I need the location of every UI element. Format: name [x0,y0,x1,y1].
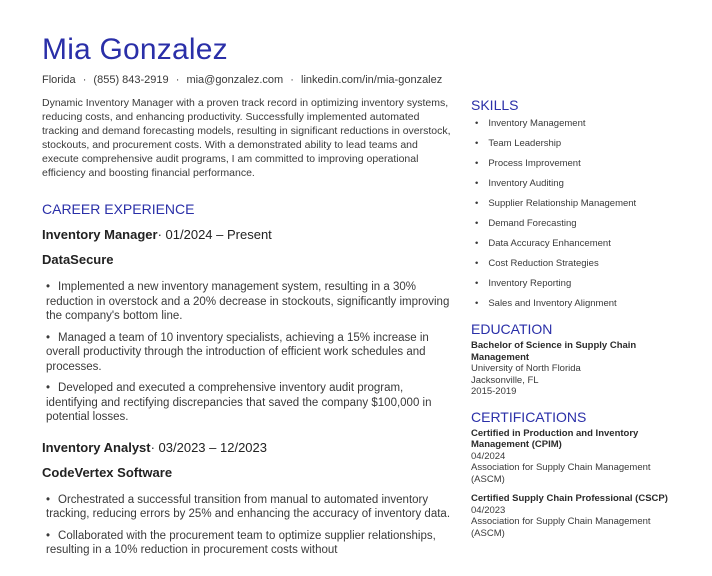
bullet-dot: • [475,138,479,149]
certification-name: Certified Supply Chain Professional (CSCP) [471,493,668,504]
candidate-name: Mia Gonzalez [42,33,228,66]
job-title-line [42,439,454,456]
contact-linkedin: linkedin.com/in/mia-gonzalez [301,74,443,86]
skills-list [471,118,671,310]
education-school: University of North Florida [471,363,581,374]
job-bullets [42,280,454,425]
job-entry [42,439,454,558]
certification-issuer: Association for Supply Chain Management (ASCM) [471,516,651,539]
bullet-dot: • [475,178,479,189]
bullet-dot: • [46,331,51,344]
job-role: Inventory Analyst [42,439,151,455]
job-company: CodeVertex Software [42,464,173,480]
skill-item: • Cost Reduction Strategies [475,258,599,269]
job-bullet: • Managed a team of 10 inventory specialists, achieving a 15% increase in overall productivity through the introduction of efficient work schedules and processes. [46,331,429,373]
skill-item: • Team Leadership [475,138,562,149]
skill-item: • Demand Forecasting [475,218,577,229]
job-dates: · 01/2024 – Present [157,227,272,242]
job-bullet: • Implemented a new inventory management system, resulting in a 30% reduction in overstock and a 20% decrease in stockouts, significantly improving the company's bottom line. [46,281,450,322]
experience-heading: CAREER EXPERIENCE [42,201,195,217]
skill-item: • Inventory Reporting [475,278,572,289]
certification-issuer: Association for Supply Chain Management (ASCM) [471,462,651,485]
contact-phone: (855) 843-2919 [93,74,169,86]
job-role: Inventory Manager [42,227,158,242]
bullet-dot: • [475,218,479,229]
bullet-dot: • [46,382,51,394]
bullet-dot: • [475,278,479,289]
education-entry [471,340,671,398]
job-bullet: • Developed and executed a comprehensive inventory audit program, identifying and rectifying discrepancies that saved the company $100,000 in potential losses. [46,382,432,423]
education-years: 2015-2019 [471,386,517,397]
bullet-dot: • [475,118,479,129]
job-entry [42,226,454,425]
contact-separator: · [175,74,180,86]
certification-entry [471,493,671,539]
contact-separator: · [82,74,87,86]
bullet-dot: • [46,281,51,293]
bullet-dot: • [475,298,479,309]
bullet-dot: • [475,158,479,169]
bullet-dot: • [46,529,51,542]
job-bullets [42,493,454,558]
skill-item: • Sales and Inventory Alignment [475,298,617,309]
bullet-dot: • [46,493,51,506]
certifications-heading: CERTIFICATIONS [471,408,587,425]
skill-item: • Process Improvement [475,158,581,169]
certification-date: 04/2023 [471,504,506,516]
bullet-dot: • [475,258,479,269]
contact-location: Florida [42,74,76,86]
certification-date: 04/2024 [471,450,506,462]
job-title-line [42,226,454,243]
skills-heading: SKILLS [471,97,519,113]
experience-section [42,200,454,565]
skill-item: • Inventory Auditing [475,178,564,189]
job-company: DataSecure [42,252,114,267]
contact-email: mia@gonzalez.com [186,74,284,86]
bullet-dot: • [475,238,479,249]
education-heading: EDUCATION [471,321,553,337]
job-bullet: • Orchestrated a successful transition from manual to automated inventory tracking, reducing errors by 25% and enhancing the accuracy of inventory data. [46,493,451,520]
skill-item: • Inventory Management [475,118,586,129]
sidebar [471,96,671,547]
bullet-dot: • [475,198,479,209]
skill-item: • Supplier Relationship Management [475,198,637,209]
certification-name: Certified in Production and Inventory Management (CPIM) [471,427,639,450]
skill-item: • Data Accuracy Enhancement [475,238,611,249]
education-degree: Bachelor of Science in Supply Chain Management [471,340,637,363]
education-location: Jacksonville, FL [471,374,539,386]
certification-entry [471,428,671,486]
contact-separator: · [290,74,294,86]
job-bullet: • Collaborated with the procurement team to optimize supplier relationships, resulting in a 10% reduction in procurement costs without [46,529,436,556]
professional-summary: Dynamic Inventory Manager with a proven track record in optimizing inventory systems, reducing costs, and enhancing productivity. Successfully implemented automated tracking and demand forecasting models, resulting in significant reductions in overstock, stockouts, and procurement costs. With a demonstrated ability to lead teams and execute comprehensive audit programs, I am committed to improving operational efficiency and boosting financial performance. [42,97,451,179]
job-dates: · 03/2023 – 12/2023 [150,439,267,455]
contact-line [42,72,442,88]
